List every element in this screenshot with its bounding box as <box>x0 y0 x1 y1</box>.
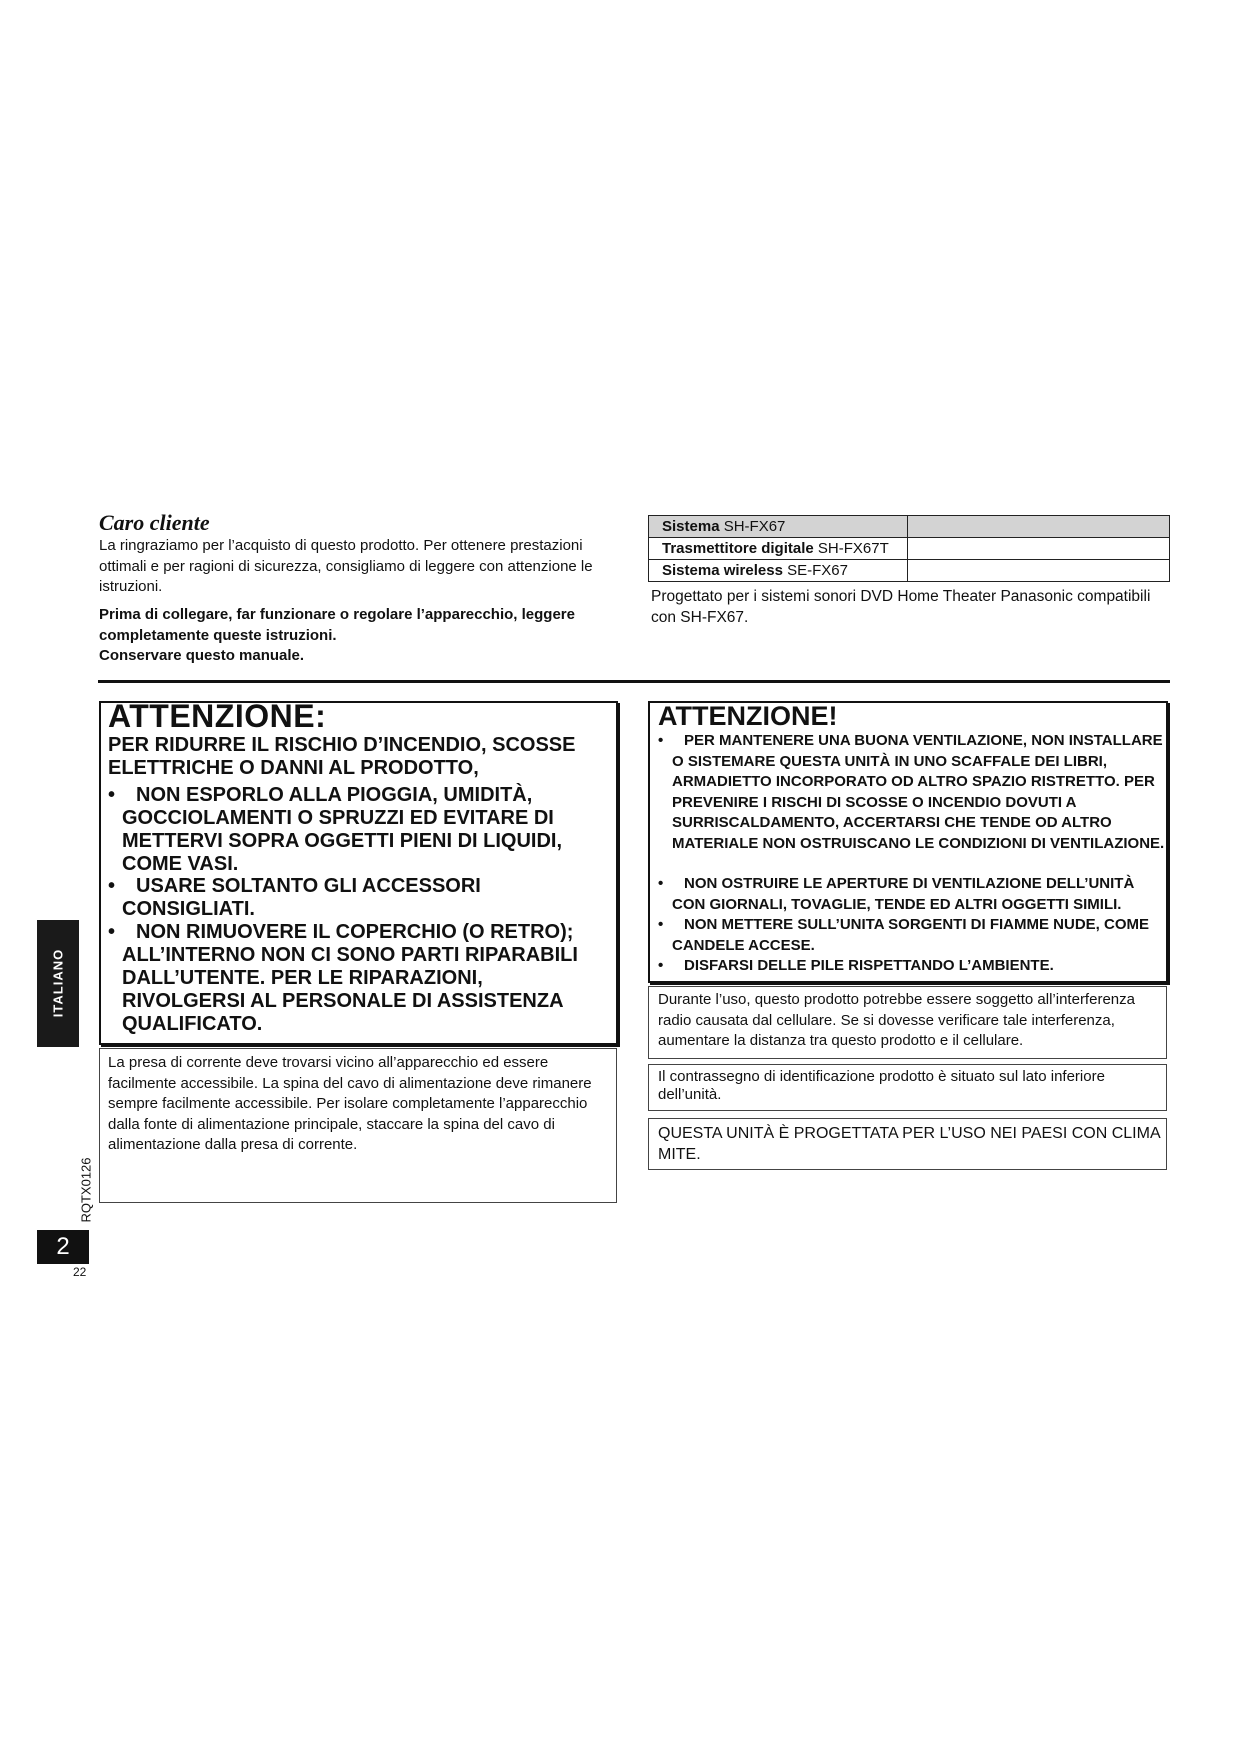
section-divider <box>98 680 1170 683</box>
warning-item-text: NON METTERE SULL’UNITA SORGENTI DI FIAMME NUDE, COME CANDELE ACCESE. <box>672 916 1149 954</box>
page-number-small: 22 <box>73 1265 87 1279</box>
bullet-icon: • <box>658 875 664 892</box>
compatibility-note: Progettato per i sistemi sonori DVD Home Theater Panasonic compatibili con SH-FX67. <box>651 588 1151 626</box>
table-row <box>649 560 1170 582</box>
warning-item <box>108 875 608 921</box>
warning-item <box>658 874 1168 915</box>
bullet-icon: • <box>658 957 664 974</box>
warning-item <box>658 915 1168 956</box>
checkbox-cell <box>907 516 1169 538</box>
language-label: ITALIANO <box>50 948 66 1018</box>
warning-item <box>108 921 608 1036</box>
warning-item-text: NON RIMUOVERE IL COPERCHIO (O RETRO); ALL’INTERNO NON CI SONO PARTI RIPARABILI DALL’UTENTE. PER LE RIPARAZIONI, RIVOLGERSI AL PERSONALE DI ASSISTENZA QUALIFICATO. <box>122 921 578 1035</box>
bullet-icon: • <box>108 875 116 897</box>
read-instructions-note <box>99 605 619 667</box>
warning-item <box>658 956 1168 977</box>
warning-lead: PER RIDURRE IL RISCHIO D’INCENDIO, SCOSSE ELETTRICHE O DANNI AL PRODOTTO, <box>108 734 576 779</box>
model-label: Sistema wireless <box>662 562 783 579</box>
model-cell <box>649 516 908 538</box>
warning-item-text: NON OSTRUIRE LE APERTURE DI VENTILAZIONE DELL’UNITÀ CON GIORNALI, TOVAGLIE, TENDE ED ALTRI OGGETTI SIMILI. <box>672 875 1135 913</box>
model-label: Sistema <box>662 518 720 535</box>
keep-manual-line: Conservare questo manuale. <box>99 647 305 664</box>
intro-paragraph: La ringraziamo per l’acquisto di questo prodotto. Per ottenere prestazioni ottimali e per ragioni di sicurezza, consigliamo di leggere con attenzione le istruzioni. <box>99 537 593 595</box>
table-row <box>649 538 1170 560</box>
checkbox-cell <box>907 560 1169 582</box>
warning-title-left: ATTENZIONE: <box>108 698 327 734</box>
read-instructions-line: Prima di collegare, far funzionare o regolare l’apparecchio, leggere completamente queste istruzioni. <box>99 606 575 644</box>
bullet-icon: • <box>658 732 664 749</box>
table-row <box>649 516 1170 538</box>
model-code: SE-FX67 <box>787 562 848 579</box>
climate-note-text: QUESTA UNITÀ È PROGETTATA PER L’USO NEI PAESI CON CLIMA MITE. <box>658 1125 1160 1163</box>
warning-item-text: USARE SOLTANTO GLI ACCESSORI CONSIGLIATI. <box>122 875 481 920</box>
label-note-text: Il contrassegno di identificazione prodotto è situato sul lato inferiore dell’unità. <box>658 1068 1105 1103</box>
checkbox-cell <box>907 538 1169 560</box>
warning-item-text: NON ESPORLO ALLA PIOGGIA, UMIDITÀ, GOCCIOLAMENTI O SPRUZZI ED EVITARE DI METTERVI SOPRA OGGETTI PIENI DI LIQUIDI, COME VASI. <box>122 784 563 875</box>
warning-item-text: PER MANTENERE UNA BUONA VENTILAZIONE, NON INSTALLARE O SISTEMARE QUESTA UNITÀ IN UNO SCAFFALE DEI LIBRI, ARMADIETTO INCORPORATO OD ALTRO SPAZIO RISTRETTO. PER PREVENIRE I RISCHI DI SCOSSE O INCENDIO DOVUTI A SURRISCALDAMENTO, ACCERTARSI CHE TENDE OD ALTRO MATERIALE NON OSTRUISCANO LE CONDIZIONI DI VENTILAZIONE. <box>672 732 1165 852</box>
warning-title-right: ATTENZIONE! <box>658 701 838 731</box>
greeting-heading: Caro cliente <box>99 510 210 535</box>
model-cell <box>649 560 908 582</box>
interference-note-text: Durante l’uso, questo prodotto potrebbe essere soggetto all’interferenza radio causata dal cellulare. Se si dovesse verificare tale interferenza, aumentare la distanza tra questo prodotto e il cellulare. <box>658 991 1135 1049</box>
bullet-icon: • <box>658 916 664 933</box>
model-table <box>648 515 1170 582</box>
warning-item-text: DISFARSI DELLE PILE RISPETTANDO L’AMBIENTE. <box>684 957 1054 974</box>
page-number: 2 <box>56 1233 70 1260</box>
bullet-icon: • <box>108 921 116 943</box>
model-label: Trasmettitore digitale <box>662 540 814 557</box>
document-code: RQTX0126 <box>78 1157 94 1223</box>
power-note-text: La presa di corrente deve trovarsi vicino all’apparecchio ed essere facilmente accessibile. La spina del cavo di alimentazione deve rimanere sempre facilmente accessibile. Per isolare completamente l’apparecchio dalla fonte di alimentazione principale, staccare la spina del cavo di alimentazione dalla presa di corrente. <box>108 1054 592 1154</box>
bullet-icon: • <box>108 784 116 806</box>
model-code: SH-FX67T <box>817 540 889 557</box>
model-cell <box>649 538 908 560</box>
warning-item <box>108 784 608 876</box>
warning-item <box>658 731 1168 854</box>
model-code: SH-FX67 <box>723 518 786 535</box>
